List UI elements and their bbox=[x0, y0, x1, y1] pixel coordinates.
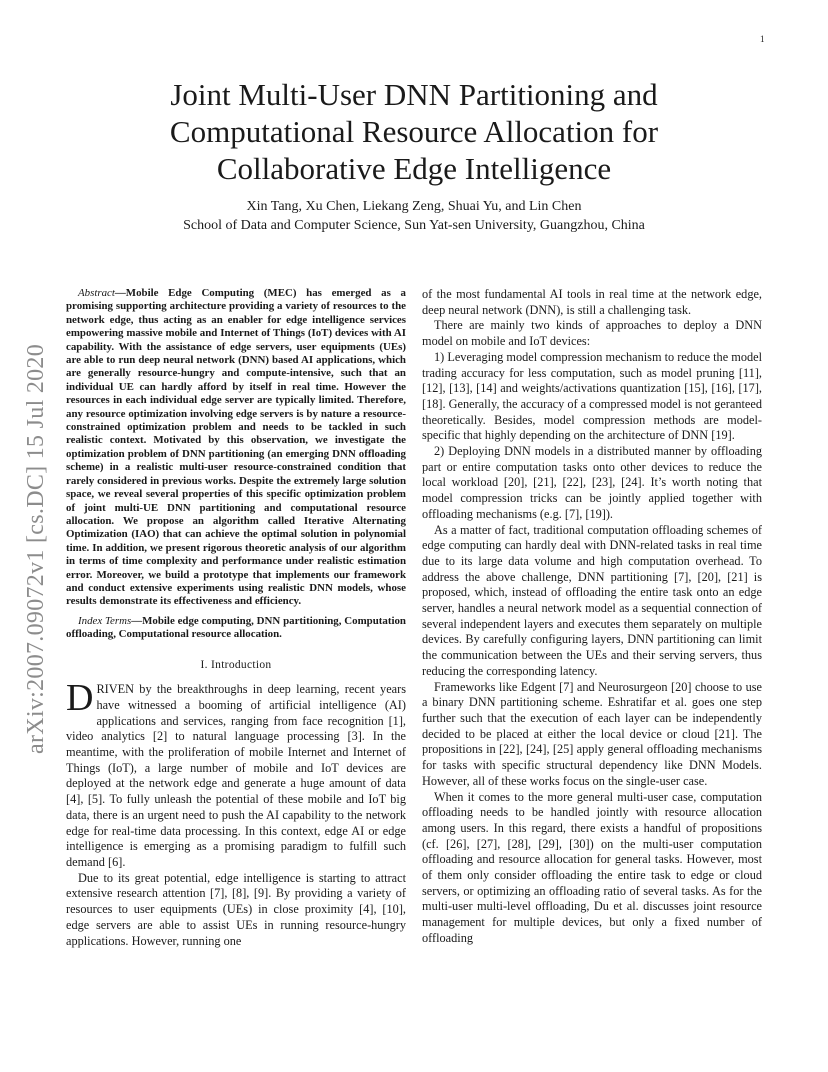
body-paragraph: 1) Leveraging model compression mechanism to reduce the model trading accuracy for less computation, such as model pruning [11], [12], [13], [14] and weights/activations quantization [15], [16], [17], [18]. Generally, the accuracy of a compressed model is not geranteed theoretically. Besides, model compression methods are model-specific that highly depending on the architecture of DNN [19]. bbox=[422, 349, 762, 443]
body-paragraph: Frameworks like Edgent [7] and Neurosurgeon [20] choose to use a binary DNN partitioning scheme. Eshratifar et al. goes one step further such that the execution of each layer can be independently decided to be placed at either the local device or cloud [21]. The propositions in [22], [24], [25] apply general offloading mechanisms for tasks with specific structural dependency like DNN Models. However, all of these works focus on the single-user case. bbox=[422, 679, 762, 788]
index-terms-label: Index Terms bbox=[78, 614, 132, 627]
body-paragraph: As a matter of fact, traditional computation offloading schemes of edge computing can hardly deal with DNN-related tasks in real time due to its large data volume and high computation overhead. To address the above challenge, DNN partitioning [7], [20], [21] is proposed, which, instead of offloading the entire task onto an edge server, handles a neural network model as a sequential connection of several independent layers and executes them separately on multiple devices. By carefully configuring layers, DNN partitioning can limit the communication between the UEs and their serving servers, thus reducing the corresponding latency. bbox=[422, 522, 762, 678]
arxiv-sidebar-stamp: arXiv:2007.09072v1 [cs.DC] 15 Jul 2020 bbox=[23, 343, 49, 754]
body-paragraph: 2) Deploying DNN models in a distributed manner by offloading part or entire computation tasks onto other devices to reduce the local workload [20], [21], [22], [23], [24]. It’s worth noting that model compression tricks can be jointly applied together with offloading mechanisms (e.g. [7], [19]). bbox=[422, 444, 762, 521]
body-paragraph: There are mainly two kinds of approaches to deploy a DNN model on mobile and IoT devices: bbox=[422, 318, 762, 349]
page-number: 1 bbox=[760, 34, 765, 44]
paper-title bbox=[60, 76, 768, 187]
body-paragraph: of the most fundamental AI tools in real time at the network edge, deep neural network (DNN), is still a challenging task. bbox=[422, 287, 762, 317]
author-block bbox=[60, 197, 768, 235]
drop-cap: D bbox=[66, 677, 94, 720]
index-terms bbox=[66, 615, 406, 642]
intro-paragraph-1 bbox=[66, 677, 406, 870]
right-column bbox=[422, 287, 762, 947]
intro-paragraph-2: Due to its great potential, edge intelligence is starting to attract extensive research attention [7], [8], [9]. By providing a variety of resources to user equipments (UEs) in close proximity [4], [10], edge servers are able to assist UEs in running resource-hungry applications. However, running one bbox=[66, 870, 406, 948]
title-line: Collaborative Edge Intelligence bbox=[216, 151, 612, 186]
abstract-text: —Mobile Edge Computing (MEC) has emerged as a promising supporting architecture providing a variety of resources to the network edge, thus acting as an enabler for edge intelligence services empowering massive mobile and Internet of Things (IoT) devices with AI capability. With the assistance of edge servers, user equipments (UEs) are able to run deep neural network (DNN) based AI applications, which are generally resource-hungry and compute-intensive, such that an individual UE can hardly afford by itself in real time. However the resources in each individual edge server are typically limited. Therefore, any resource optimization involving edge servers is by nature a resource-constrained optimization problem and needs to be tackled in such realistic context. Motivated by this observation, we investigate the optimization problem of DNN partitioning (an emerging DNN offloading scheme) in a realistic multi-user resource-constrained condition that rarely considered in previous works. Despite the extremely large solution space, we reveal several properties of this specific optimization problem of joint multi-UE DNN partitioning and computational resource allocation. We propose an algorithm called Iterative Alternating Optimization (IAO) that can achieve the optimal solution in polynomial time. In addition, we present rigorous theoretic analysis of our algorithm in terms of time complexity and performance under realistic estimation error. Moreover, we build a prototype that implements our framework and conduct extensive experiments using realistic DNN models, whose results demonstrate its effectiveness and efficiency. bbox=[66, 287, 406, 608]
left-column bbox=[66, 287, 406, 949]
affiliation: School of Data and Computer Science, Sun Yat-sen University, Guangzhou, China bbox=[183, 218, 645, 233]
abstract bbox=[66, 287, 406, 642]
section-heading-introduction: I. Introduction bbox=[200, 658, 272, 671]
abstract-paragraph bbox=[66, 287, 406, 609]
body-paragraph: When it comes to the more general multi-user case, computation offloading needs to be handled jointly with resource allocation among users. In this regard, there exists a handful of propositions (cf. [26], [27], [28], [29], [30]) on the multi-user computation offloading and resource allocation for general tasks. However, most of them only consider offloading the entire task to edge or cloud servers, or optimizing an offloading ratio of several tasks. As for the multi-user multi-level offloading, Du et al. discusses joint resource management for multiple devices, but only a fixed number of offloading bbox=[422, 789, 762, 945]
intro-paragraph-1-text: RIVEN by the breakthroughs in deep learning, recent years have witnessed a booming of artificial intelligence (AI) applications and services, ranging from face recognition [1], video analytics [2] to natural language processing [3]. In the meantime, with the proliferation of mobile Internet and Internet of Things (IoT), a large number of mobile and IoT devices are deployed at the network edge and generate a huge amount of data [4], [5]. To fully unleash the potential of these mobile and IoT big data, there is an urgent need to push the AI capability to the network edge for real-time data processing. In this context, edge AI or edge intelligence is emerging as a promising paradigm to fulfill such demand [6]. bbox=[66, 682, 406, 869]
index-terms-text: —Mobile edge computing, DNN partitioning, Computation offloading, Computational resource allocation. bbox=[66, 614, 406, 641]
title-line: Joint Multi-User DNN Partitioning and bbox=[170, 77, 658, 112]
abstract-label: Abstract bbox=[78, 287, 115, 299]
title-line: Computational Resource Allocation for bbox=[169, 114, 659, 149]
author-names: Xin Tang, Xu Chen, Liekang Zeng, Shuai Yu, and Lin Chen bbox=[246, 199, 582, 214]
